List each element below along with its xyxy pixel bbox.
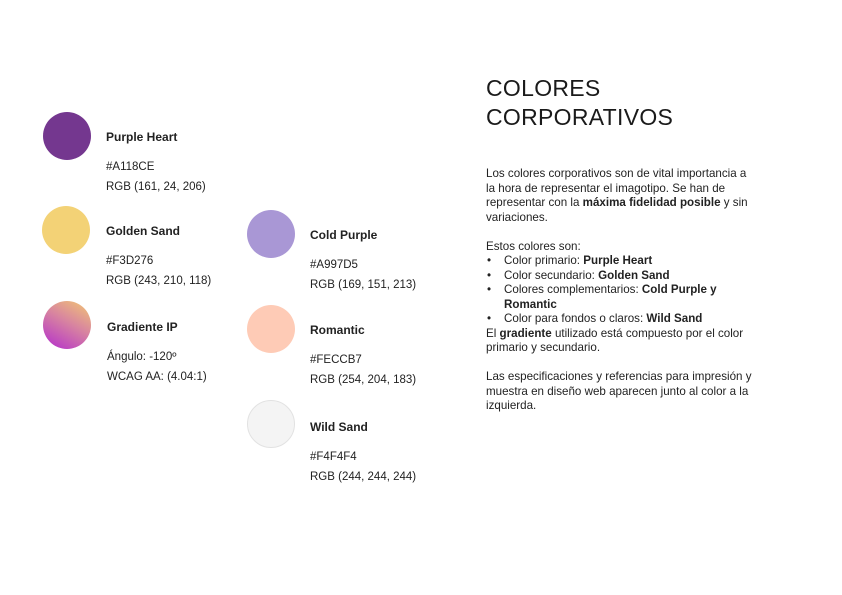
hex-code: #FECCB7 — [310, 354, 362, 366]
color-list — [486, 254, 756, 327]
rgb-code: RGB (243, 210, 118) — [106, 275, 212, 287]
list-item-color: Purple Heart — [583, 254, 653, 267]
swatch-cold-purple — [247, 210, 295, 258]
gradient-text-end: utilizado está compuesto por el color primario y secundario. — [486, 326, 744, 354]
gradient-angle: Ángulo: -120º — [107, 351, 177, 363]
color-spec-romantic — [310, 350, 416, 390]
hex-code: #A118CE — [106, 161, 155, 173]
list-item — [486, 312, 756, 327]
list-item-text: Color secundario: — [504, 268, 599, 282]
hex-code: #F3D276 — [106, 255, 154, 267]
rgb-code: RGB (161, 24, 206) — [106, 181, 206, 193]
color-spec-gradiente-ip — [107, 347, 207, 387]
color-name-cold-purple: Cold Purple — [310, 228, 378, 242]
swatch-romantic — [247, 305, 295, 353]
gradient-text: El — [486, 326, 500, 340]
intro-text-end: y sin variaciones. — [486, 196, 748, 224]
list-item-text: Color primario: — [504, 254, 584, 267]
rgb-code: RGB (169, 151, 213) — [310, 279, 417, 291]
intro-text: Los colores corporativos son de vital importancia a la hora de representar el imagotipo. Se han de representar con la — [486, 167, 747, 209]
list-item — [486, 269, 756, 284]
swatch-wild-sand — [247, 400, 295, 448]
wcag-ratio: WCAG AA: (4.04:1) — [107, 371, 207, 383]
swatch-gradiente-ip — [43, 301, 91, 349]
rgb-code: RGB (244, 244, 244) — [310, 471, 417, 483]
swatch-golden-sand — [42, 206, 90, 254]
hex-code: #A997D5 — [310, 259, 358, 271]
gradient-emphasis: gradiente — [499, 326, 552, 340]
list-item — [486, 254, 756, 269]
list-item-text: Color para fondos o claros: — [504, 312, 647, 325]
color-name-romantic: Romantic — [310, 323, 365, 337]
color-name-gradiente-ip: Gradiente IP — [107, 320, 178, 334]
title-line-1: COLORES — [486, 75, 601, 101]
color-spec-golden-sand — [106, 251, 211, 291]
title-line-2: CORPORATIVOS — [486, 104, 674, 130]
color-spec-purple-heart — [106, 157, 206, 197]
intro-paragraph — [486, 167, 756, 225]
list-item-color: Cold Purple y Romantic — [504, 283, 717, 311]
color-name-purple-heart: Purple Heart — [106, 130, 178, 144]
intro-emphasis: máxima fidelidad posible — [582, 196, 721, 209]
list-item-text: Colores complementarios: — [504, 283, 642, 296]
list-item — [486, 283, 756, 312]
color-spec-cold-purple — [310, 255, 416, 295]
specs-paragraph: Las especificaciones y referencias para impresión y muestra en diseño web aparecen junto al color a la izquierda. — [486, 370, 752, 412]
description — [486, 167, 756, 414]
gradient-paragraph — [486, 327, 756, 356]
color-name-golden-sand: Golden Sand — [106, 224, 181, 238]
color-spec-wild-sand — [310, 447, 416, 487]
rgb-code: RGB (254, 204, 183) — [310, 374, 417, 386]
list-item-color: Golden Sand — [598, 268, 670, 282]
list-intro: Estos colores son: — [486, 239, 581, 253]
list-item-color: Wild Sand — [646, 312, 703, 325]
page-title — [486, 74, 673, 132]
swatch-purple-heart — [43, 112, 91, 160]
hex-code: #F4F4F4 — [310, 451, 357, 463]
color-name-wild-sand: Wild Sand — [310, 420, 368, 434]
